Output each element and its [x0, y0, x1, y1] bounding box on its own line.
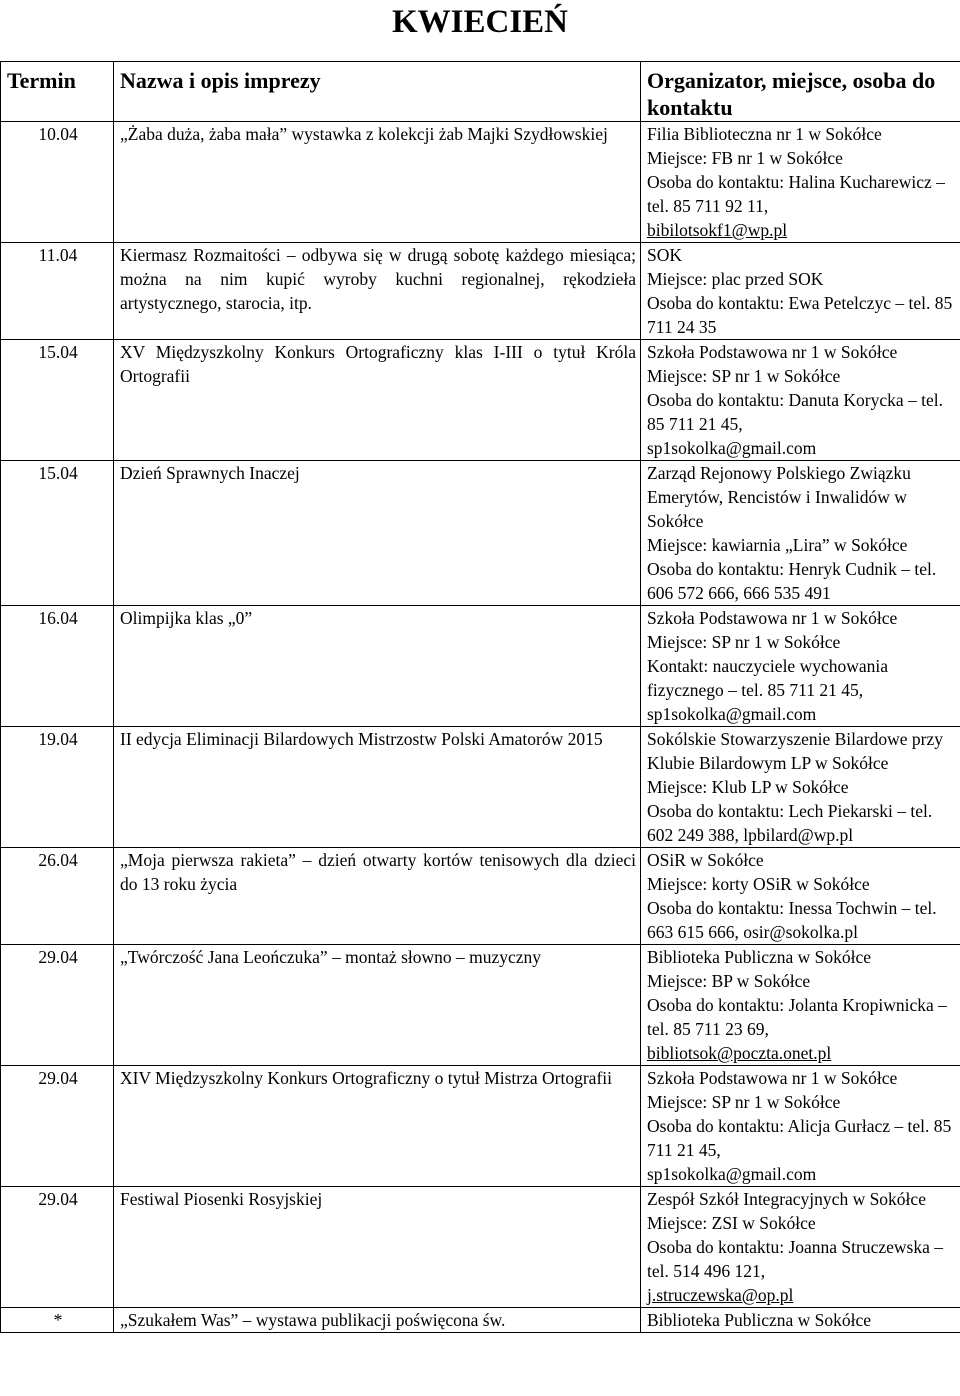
table-row: [1, 606, 960, 727]
organizer-line: Miejsce: SP nr 1 w Sokółce: [647, 1092, 841, 1112]
organizer-line: Zarząd Rejonowy Polskiego Związku Emerytów, Rencistów i Inwalidów w Sokółce: [647, 463, 911, 531]
organizer-line: Zespół Szkół Integracyjnych w Sokółce: [647, 1189, 926, 1209]
event-date: 26.04: [1, 848, 114, 945]
event-organizer: [641, 1066, 960, 1187]
table-row: [1, 945, 960, 1066]
event-organizer: [641, 848, 960, 945]
organizer-line: Miejsce: Klub LP w Sokółce: [647, 777, 849, 797]
event-date: *: [1, 1308, 114, 1333]
organizer-line: Miejsce: korty OSiR w Sokółce: [647, 874, 870, 894]
organizer-line: Kontakt: nauczyciele wychowania fizycznego – tel. 85 711 21 45,: [647, 656, 889, 700]
table-row: [1, 1187, 960, 1308]
event-name: „Moja pierwsza rakieta” – dzień otwarty kortów tenisowych dla dzieci do 13 roku życia: [114, 848, 641, 945]
header-organizer: Organizator, miejsce, osoba do kontaktu: [641, 62, 960, 122]
organizer-line: Szkoła Podstawowa nr 1 w Sokółce: [647, 342, 898, 362]
organizer-line: Osoba do kontaktu: Lech Piekarski – tel. 602 249 388, lpbilard@wp.pl: [647, 801, 933, 845]
event-name: XV Międzyszkolny Konkurs Ortograficzny klas I-III o tytuł Króla Ortografii: [114, 340, 641, 461]
organizer-line: Szkoła Podstawowa nr 1 w Sokółce: [647, 1068, 898, 1088]
event-organizer: [641, 461, 960, 606]
organizer-line: Osoba do kontaktu: Inessa Tochwin – tel. 663 615 666, osir@sokolka.pl: [647, 898, 937, 942]
organizer-line: Osoba do kontaktu: Alicja Gurłacz – tel. 85 711 21 45,: [647, 1116, 952, 1160]
event-name: „Żaba duża, żaba mała” wystawka z kolekcji żab Majki Szydłowskiej: [114, 122, 641, 243]
event-date: 16.04: [1, 606, 114, 727]
event-name: Dzień Sprawnych Inaczej: [114, 461, 641, 606]
table-row: [1, 340, 960, 461]
table-row: [1, 122, 960, 243]
event-date: 15.04: [1, 461, 114, 606]
organizer-line: Osoba do kontaktu: Henryk Cudnik – tel. 606 572 666, 666 535 491: [647, 559, 937, 603]
event-organizer: [641, 243, 960, 340]
organizer-line: Sokólskie Stowarzyszenie Bilardowe przy Klubie Bilardowym LP w Sokółce: [647, 729, 943, 773]
event-date: 29.04: [1, 1187, 114, 1308]
email-link[interactable]: bibilotsokf1@wp.pl: [647, 220, 788, 240]
table-row: [1, 1308, 960, 1333]
organizer-line: Filia Biblioteczna nr 1 w Sokółce: [647, 124, 882, 144]
event-name: „Szukałem Was” – wystawa publikacji poświęcona św.: [114, 1308, 641, 1333]
organizer-line: Szkoła Podstawowa nr 1 w Sokółce: [647, 608, 898, 628]
organizer-line: Osoba do kontaktu: Danuta Korycka – tel. 85 711 21 45,: [647, 390, 943, 434]
organizer-line: Miejsce: BP w Sokółce: [647, 971, 811, 991]
event-date: 29.04: [1, 1066, 114, 1187]
table-row: [1, 461, 960, 606]
event-name: Olimpijka klas „0”: [114, 606, 641, 727]
event-organizer: [641, 122, 960, 243]
organizer-line: Miejsce: SP nr 1 w Sokółce: [647, 366, 841, 386]
event-date: 15.04: [1, 340, 114, 461]
event-name: II edycja Eliminacji Bilardowych Mistrzostw Polski Amatorów 2015: [114, 727, 641, 848]
organizer-line: Miejsce: ZSI w Sokółce: [647, 1213, 816, 1233]
event-date: 29.04: [1, 945, 114, 1066]
header-date: Termin: [1, 62, 114, 122]
table-row: [1, 1066, 960, 1187]
email-link[interactable]: sp1sokolka@gmail.com: [647, 438, 817, 458]
event-organizer: [641, 606, 960, 727]
organizer-line: OSiR w Sokółce: [647, 850, 764, 870]
email-link[interactable]: j.struczewska@op.pl: [647, 1285, 794, 1305]
email-link[interactable]: bibliotsok@poczta.onet.pl: [647, 1043, 832, 1063]
event-organizer: [641, 727, 960, 848]
event-date: 10.04: [1, 122, 114, 243]
table-row: [1, 243, 960, 340]
event-organizer: [641, 1308, 960, 1333]
page-title: KWIECIEŃ: [391, 4, 569, 40]
events-table: [0, 61, 960, 1333]
organizer-line: Miejsce: plac przed SOK: [647, 269, 824, 289]
organizer-line: Biblioteka Publiczna w Sokółce: [647, 1310, 872, 1330]
table-row: [1, 848, 960, 945]
organizer-line: Biblioteka Publiczna w Sokółce: [647, 947, 872, 967]
table-row: [1, 727, 960, 848]
email-link[interactable]: sp1sokolka@gmail.com: [647, 704, 817, 724]
event-name: Festiwal Piosenki Rosyjskiej: [114, 1187, 641, 1308]
table-header-row: [1, 62, 960, 122]
event-name: Kiermasz Rozmaitości – odbywa się w drugą sobotę każdego miesiąca; można na nim kupić wyroby kuchni regionalnej, rękodzieła artystycznego, starocia, itp.: [114, 243, 641, 340]
organizer-line: Osoba do kontaktu: Jolanta Kropiwnicka – tel. 85 711 23 69,: [647, 995, 947, 1039]
organizer-line: SOK: [647, 245, 683, 265]
event-organizer: [641, 340, 960, 461]
organizer-line: Miejsce: FB nr 1 w Sokółce: [647, 148, 843, 168]
organizer-line: Miejsce: SP nr 1 w Sokółce: [647, 632, 841, 652]
organizer-line: Osoba do kontaktu: Joanna Struczewska – tel. 514 496 121,: [647, 1237, 943, 1281]
event-name: „Twórczość Jana Leończuka” – montaż słowno – muzyczny: [114, 945, 641, 1066]
event-date: 11.04: [1, 243, 114, 340]
event-organizer: [641, 1187, 960, 1308]
event-date: 19.04: [1, 727, 114, 848]
event-name: XIV Międzyszkolny Konkurs Ortograficzny o tytuł Mistrza Ortografii: [114, 1066, 641, 1187]
organizer-line: Miejsce: kawiarnia „Lira” w Sokółce: [647, 535, 908, 555]
event-organizer: [641, 945, 960, 1066]
organizer-line: Osoba do kontaktu: Halina Kucharewicz – tel. 85 711 92 11,: [647, 172, 945, 216]
header-name: Nazwa i opis imprezy: [114, 62, 641, 122]
organizer-line: Osoba do kontaktu: Ewa Petelczyc – tel. 85 711 24 35: [647, 293, 953, 337]
email-link[interactable]: sp1sokolka@gmail.com: [647, 1164, 817, 1184]
